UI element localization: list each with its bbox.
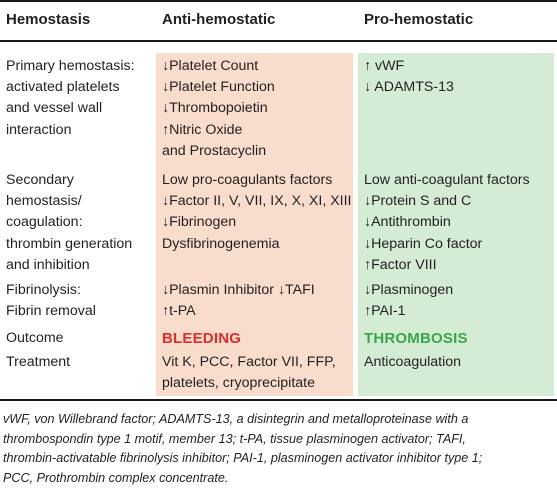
row-secondary-anti: Low pro-coagulants factors ↓Factor II, V, VII, IX, X, XI, XIII ↓Fibrinogen Dysfibrinogenemia — [162, 172, 352, 252]
row-secondary-pro: Low anti-coagulant factors ↓Protein S and C ↓Antithrombin ↓Heparin Co factor ↑Factor VIII — [364, 172, 530, 273]
row-fibrinolysis-label: Fibrinolysis: Fibrin removal — [6, 282, 96, 320]
row-secondary-label: Secondary hemostasis/ coagulation: thrombin generation and inhibition — [6, 172, 133, 273]
row-treatment-anti: Vit K, PCC, Factor VII, FFP, platelets, cryoprecipitate — [162, 354, 336, 392]
row-primary-label: Primary hemostasis: activated platelets and vessel wall interaction — [6, 58, 135, 138]
thrombosis-outcome: THROMBOSIS — [364, 330, 468, 347]
row-outcome-label: Outcome — [6, 330, 64, 346]
header-hemostasis: Hemostasis — [6, 11, 91, 28]
row-fibrinolysis-anti: ↓Plasmin Inhibitor ↓TAFI ↑t-PA — [162, 282, 315, 320]
bottom-rule — [0, 399, 557, 401]
row-outcome-pro — [364, 328, 554, 349]
row-treatment-label: Treatment — [6, 354, 71, 370]
header-anti-hemostatic: Anti-hemostatic — [162, 11, 276, 28]
row-primary-anti: ↓Platelet Count ↓Platelet Function ↓Thrombopoietin ↑Nitric Oxide and Prostacyclin — [162, 58, 275, 159]
row-treatment-pro: Anticoagulation — [364, 354, 462, 370]
row-fibrinolysis-pro: ↓Plasminogen ↑PAI-1 — [364, 282, 454, 320]
header-rule — [0, 40, 557, 42]
bleeding-outcome: BLEEDING — [162, 330, 242, 347]
table-footnote: vWF, von Willebrand factor; ADAMTS-13, a disintegrin and metalloproteinase with a thrombospondin type 1 motif, member 13; t-PA, tissue plasminogen activator; TAFI, thrombin-activatable fibrinolysis inhibitor; PAI-1, plasminogen activator inhibitor type 1; PCC, Prothrombin complex concentrate. — [3, 412, 483, 485]
header-pro-hemostatic: Pro-hemostatic — [364, 11, 474, 28]
row-outcome-anti — [162, 328, 352, 349]
row-primary-pro: ↑ vWF ↓ ADAMTS-13 — [364, 58, 454, 96]
table-header — [0, 0, 557, 40]
